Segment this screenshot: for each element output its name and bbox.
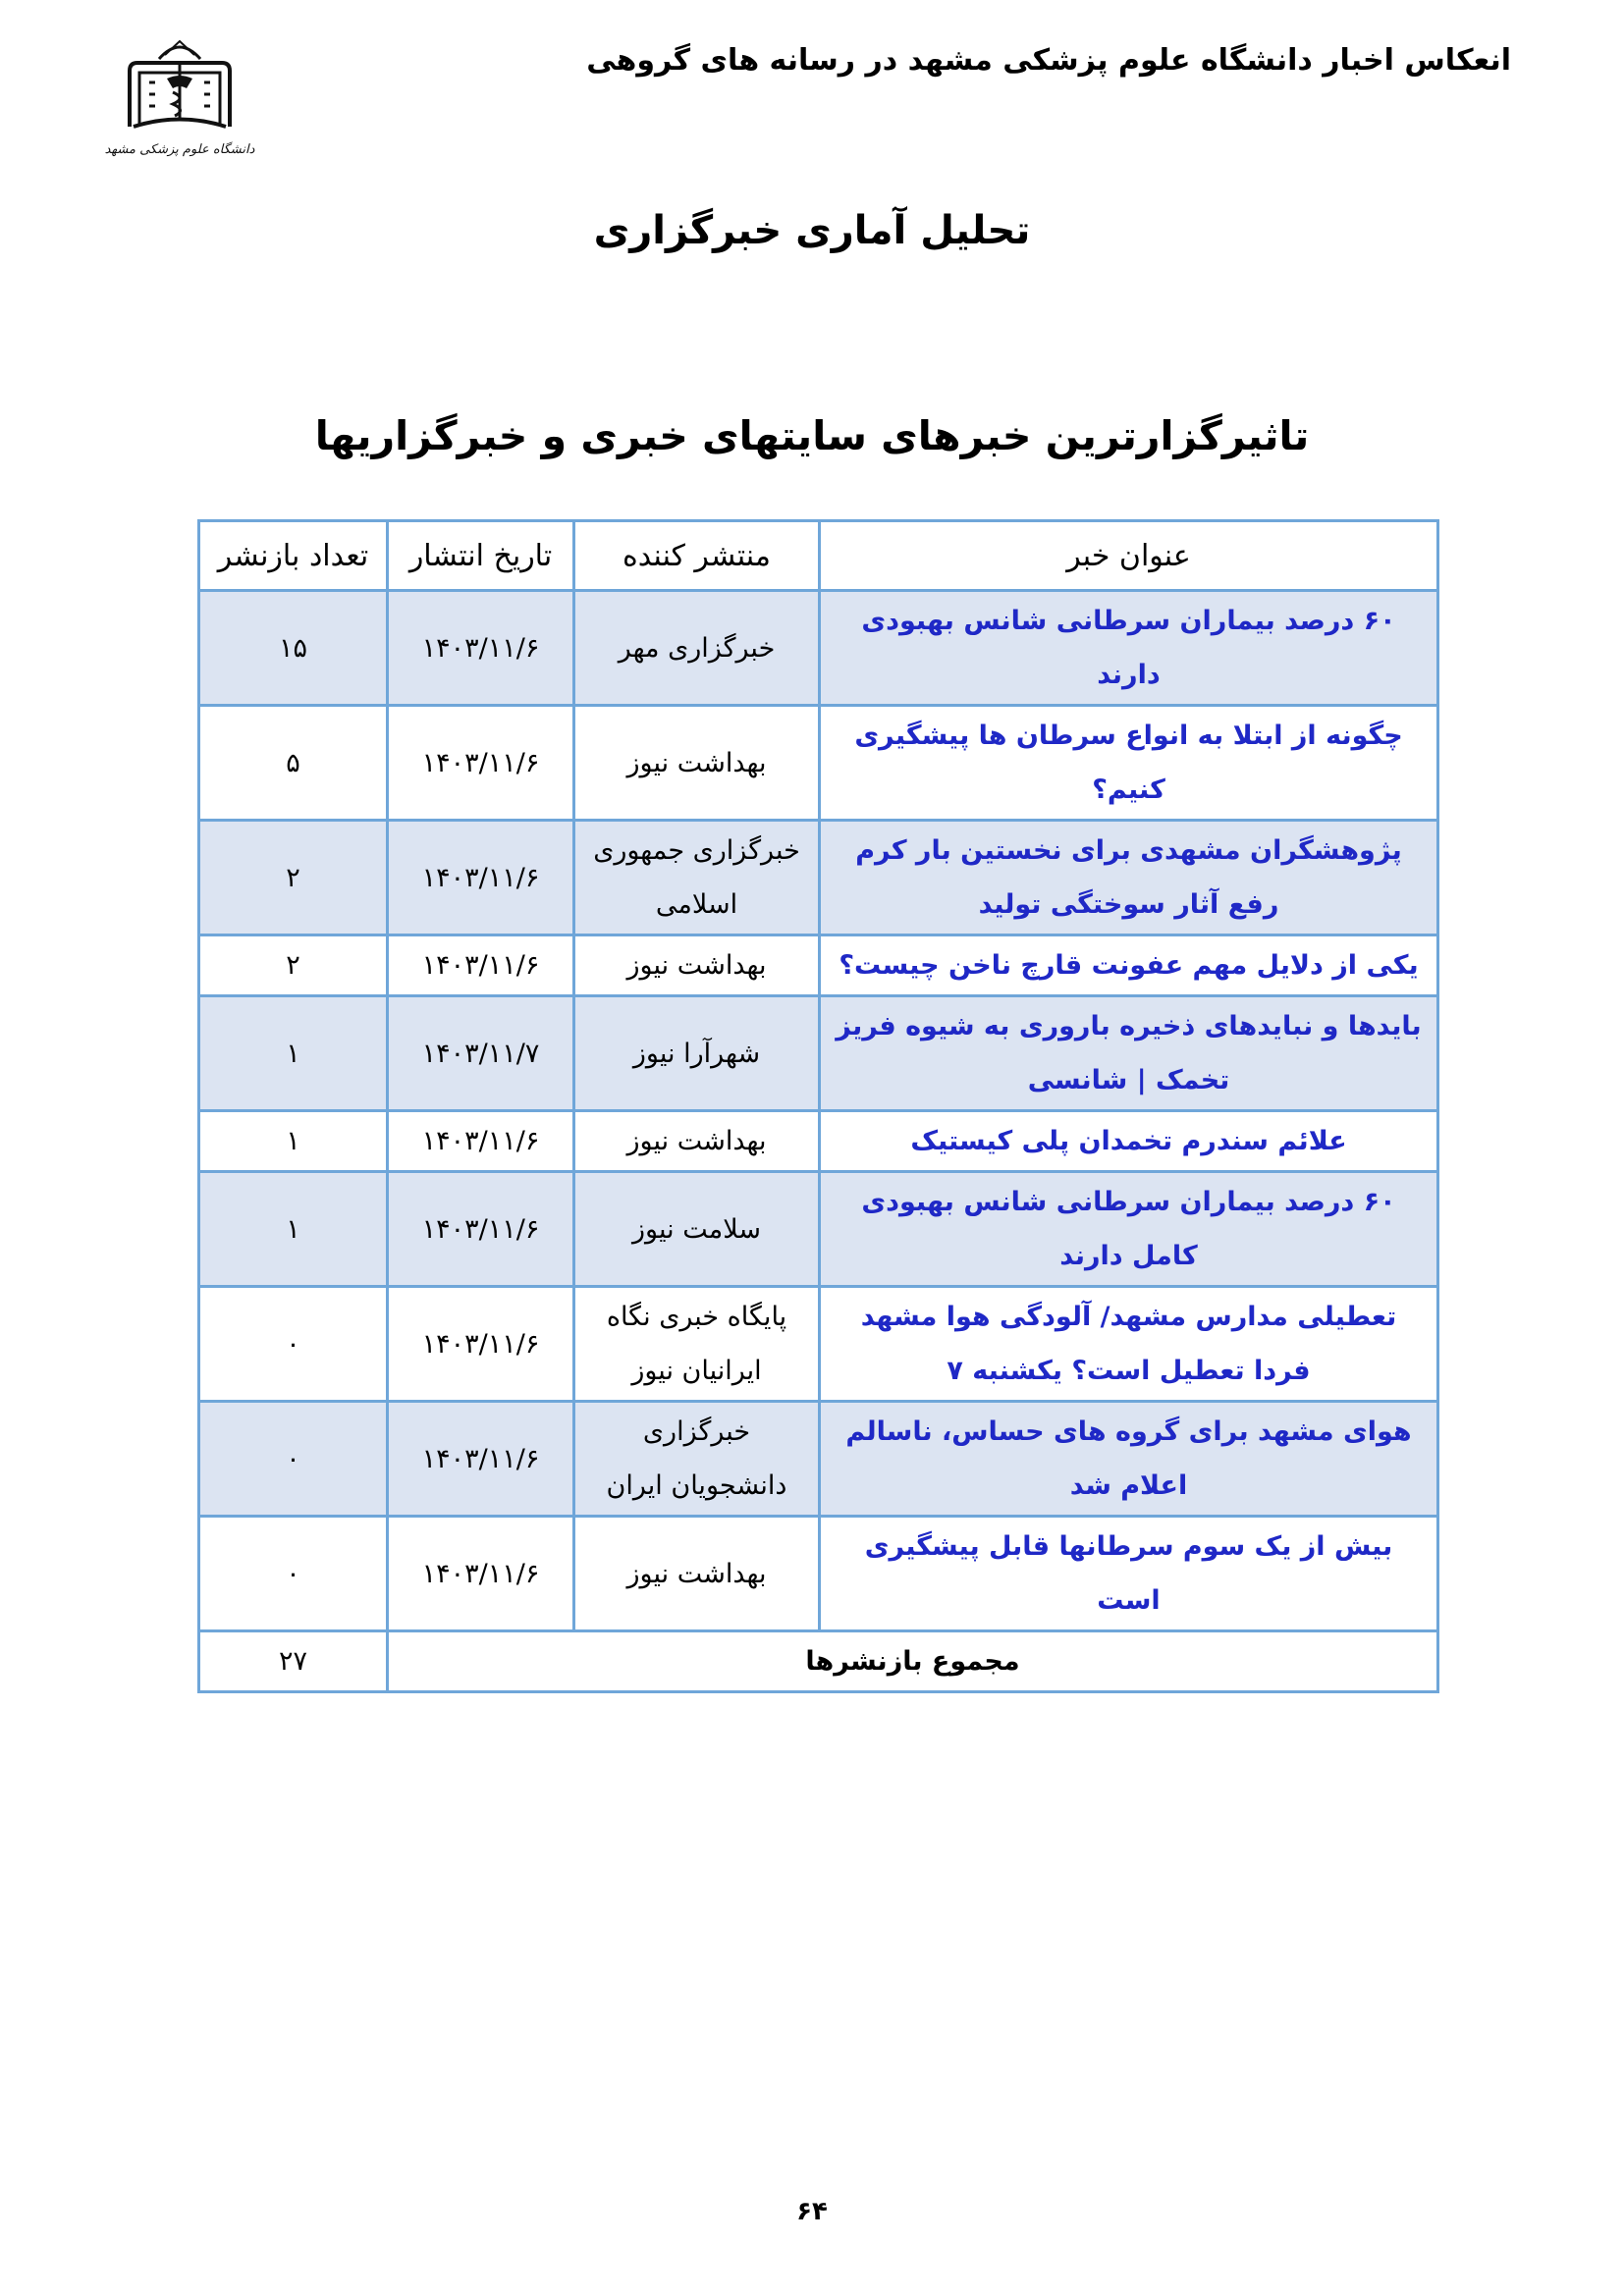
- news-count: ۰: [199, 1402, 388, 1517]
- logo-caption: دانشگاه علوم پزشکی مشهد: [104, 142, 255, 157]
- university-logo: [104, 33, 255, 166]
- total-value: ۲۷: [199, 1631, 388, 1692]
- news-count: ۱: [199, 1111, 388, 1172]
- section-title: تحلیل آماری خبرگزاری: [593, 208, 1031, 253]
- news-date: ۱۴۰۳/۱۱/۶: [388, 821, 574, 935]
- news-count: ۵: [199, 706, 388, 821]
- table-row: [199, 821, 1438, 935]
- news-title: چگونه از ابتلا به انواع سرطان ها پیشگیری کنیم؟: [820, 706, 1438, 821]
- news-date: ۱۴۰۳/۱۱/۶: [388, 1172, 574, 1287]
- table-title: تاثیرگزارترین خبرهای سایتهای خبری و خبرگزاریها: [314, 412, 1310, 459]
- table-header-row: [199, 521, 1438, 591]
- total-row: [199, 1631, 1438, 1692]
- table-row: [199, 1287, 1438, 1402]
- news-publisher: پایگاه خبری نگاه ایرانیان نیوز: [574, 1287, 820, 1402]
- news-table: [197, 519, 1439, 1693]
- document-header-title: انعکاس اخبار دانشگاه علوم پزشکی مشهد در رسانه های گروهی: [586, 43, 1511, 78]
- news-title: بیش از یک سوم سرطانها قابل پیشگیری است: [820, 1517, 1438, 1631]
- news-publisher: خبرگزاری مهر: [574, 591, 820, 706]
- news-publisher: شهرآرا نیوز: [574, 996, 820, 1111]
- news-count: ۱: [199, 1172, 388, 1287]
- news-count: ۰: [199, 1287, 388, 1402]
- news-date: ۱۴۰۳/۱۱/۶: [388, 1517, 574, 1631]
- news-count: ۱: [199, 996, 388, 1111]
- news-title: ۶۰ درصد بیماران سرطانی شانس بهبودی دارند: [820, 591, 1438, 706]
- news-count: ۱۵: [199, 591, 388, 706]
- table-row: [199, 935, 1438, 996]
- news-date: ۱۴۰۳/۱۱/۶: [388, 1111, 574, 1172]
- news-publisher: بهداشت نیوز: [574, 706, 820, 821]
- news-count: ۲: [199, 821, 388, 935]
- news-date: ۱۴۰۳/۱۱/۶: [388, 591, 574, 706]
- table-row: [199, 1517, 1438, 1631]
- news-publisher: خبرگزاری دانشجویان ایران: [574, 1402, 820, 1517]
- news-date: ۱۴۰۳/۱۱/۶: [388, 935, 574, 996]
- news-title: ۶۰ درصد بیماران سرطانی شانس بهبودی کامل دارند: [820, 1172, 1438, 1287]
- table-row: [199, 1402, 1438, 1517]
- news-title: یکی از دلایل مهم عفونت قارچ ناخن چیست؟: [820, 935, 1438, 996]
- news-publisher: بهداشت نیوز: [574, 1517, 820, 1631]
- news-date: ۱۴۰۳/۱۱/۶: [388, 706, 574, 821]
- news-title: علائم سندرم تخمدان پلی کیستیک: [820, 1111, 1438, 1172]
- table-row: [199, 1111, 1438, 1172]
- news-count: ۲: [199, 935, 388, 996]
- news-title: تعطیلی مدارس مشهد/ آلودگی هوا مشهد فردا تعطیل است؟ یکشنبه ۷: [820, 1287, 1438, 1402]
- table-row: [199, 591, 1438, 706]
- news-publisher: بهداشت نیوز: [574, 1111, 820, 1172]
- total-label: مجموع بازنشرها: [388, 1631, 1438, 1692]
- news-publisher: بهداشت نیوز: [574, 935, 820, 996]
- news-date: ۱۴۰۳/۱۱/۷: [388, 996, 574, 1111]
- col-header-publisher: منتشر کننده: [574, 521, 820, 591]
- news-publisher: خبرگزاری جمهوری اسلامی: [574, 821, 820, 935]
- news-date: ۱۴۰۳/۱۱/۶: [388, 1402, 574, 1517]
- news-title: پژوهشگران مشهدی برای نخستین بار کرم رفع آثار سوختگی تولید: [820, 821, 1438, 935]
- news-date: ۱۴۰۳/۱۱/۶: [388, 1287, 574, 1402]
- col-header-date: تاریخ انتشار: [388, 521, 574, 591]
- table-row: [199, 996, 1438, 1111]
- table-row: [199, 706, 1438, 821]
- news-count: ۰: [199, 1517, 388, 1631]
- page-number: ۶۴: [796, 2197, 828, 2226]
- news-title: هوای مشهد برای گروه های حساس، ناسالم اعلام شد: [820, 1402, 1438, 1517]
- col-header-count: تعداد بازنشر: [199, 521, 388, 591]
- table-row: [199, 1172, 1438, 1287]
- news-publisher: سلامت نیوز: [574, 1172, 820, 1287]
- news-title: بایدها و نبایدهای ذخیره باروری به شیوه فریز تخمک | شانسی: [820, 996, 1438, 1111]
- col-header-title: عنوان خبر: [820, 521, 1438, 591]
